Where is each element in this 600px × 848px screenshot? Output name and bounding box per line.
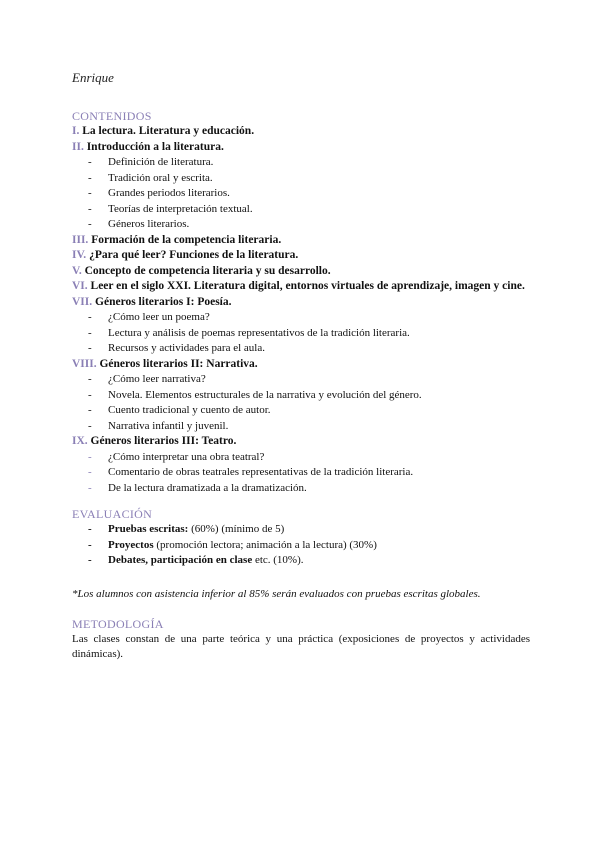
unit-heading — [72, 434, 530, 450]
list-item: - De la lectura dramatizada a la dramatización. — [88, 481, 307, 494]
methodology-text: Las clases constan de una parte teórica y una práctica (exposiciones de proyectos y actividades dinámicas). — [72, 632, 530, 660]
unit-title: Concepto de competencia literaria y su desarrollo. — [84, 264, 331, 277]
unit-number: IX. — [72, 435, 88, 447]
unit-heading — [72, 140, 530, 156]
evaluation-item: - Pruebas escritas: (60%) (mínimo de 5) — [88, 523, 285, 535]
unit-title: Formación de la competencia literaria. — [91, 233, 282, 246]
unit-number: III. — [72, 233, 89, 246]
unit-subitems — [72, 450, 530, 497]
unit-title: Introducción a la literatura. — [86, 140, 224, 153]
list-item: - ¿Cómo interpretar una obra teatral? — [88, 450, 265, 463]
evaluation-item: - Debates, participación en clase etc. (10%). — [88, 554, 304, 566]
list-item: - Narrativa infantil y juvenil. — [88, 419, 229, 432]
list-item: - Géneros literarios. — [88, 218, 190, 230]
list-item: - ¿Cómo leer un poema? — [88, 311, 210, 323]
evaluation-item: - Proyectos (promoción lectora; animación a la lectura) (30%) — [88, 538, 377, 551]
unit-number: I. — [72, 125, 80, 137]
unit-heading — [72, 264, 530, 280]
contents-section — [72, 108, 530, 496]
unit-number: VIII. — [72, 357, 97, 370]
list-item: - Comentario de obras teatrales representativas de la tradición literaria. — [88, 466, 414, 478]
list-item: - Lectura y análisis de poemas representativos de la tradición literaria. — [88, 326, 410, 339]
list-item: - Novela. Elementos estructurales de la narrativa y evolución del género. — [88, 388, 422, 401]
unit-title: Géneros literarios II: Narrativa. — [99, 357, 258, 370]
unit-heading — [72, 295, 530, 311]
evaluation-section — [72, 506, 530, 569]
unit-subitems — [72, 155, 530, 233]
evaluation-list — [72, 522, 530, 569]
list-item: - Definición de literatura. — [88, 156, 214, 168]
unit-title: Géneros literarios III: Teatro. — [90, 435, 237, 447]
unit-number: V. — [72, 264, 82, 277]
list-item: - Recursos y actividades para el aula. — [88, 342, 265, 354]
list-item: - Cuento tradicional y cuento de autor. — [88, 404, 271, 416]
methodology-heading: METODOLOGÍA — [72, 616, 164, 631]
unit-subitems — [72, 372, 530, 434]
unit-number: II. — [72, 140, 84, 153]
unit-title: ¿Para qué leer? Funciones de la literatura. — [89, 249, 299, 261]
list-item: - Grandes periodos literarios. — [88, 187, 230, 199]
unit-heading — [72, 124, 530, 140]
evaluation-heading: EVALUACIÓN — [72, 507, 153, 521]
unit-heading — [72, 233, 530, 249]
unit-heading — [72, 279, 530, 295]
unit-number: IV. — [72, 249, 87, 261]
list-item: - ¿Cómo leer narrativa? — [88, 373, 206, 385]
unit-heading — [72, 357, 530, 373]
units-list — [72, 124, 530, 496]
contents-heading: CONTENIDOS — [72, 109, 152, 123]
unit-title: Géneros literarios I: Poesía. — [95, 295, 232, 308]
author-name: Enrique — [72, 70, 114, 85]
unit-number: VI. — [72, 280, 88, 292]
attendance-note: *Los alumnos con asistencia inferior al 85% serán evaluados con pruebas escritas globales. — [72, 587, 481, 600]
list-item: - Teorías de interpretación textual. — [88, 202, 253, 215]
methodology-section — [72, 616, 530, 663]
unit-heading — [72, 248, 530, 264]
unit-title: Leer en el siglo XXI. Literatura digital, entornos virtuales de aprendizaje, imagen y cine. — [90, 280, 525, 292]
unit-number: VII. — [72, 295, 93, 308]
unit-subitems — [72, 310, 530, 357]
list-item: - Tradición oral y escrita. — [88, 171, 213, 184]
unit-title: La lectura. Literatura y educación. — [82, 125, 255, 137]
